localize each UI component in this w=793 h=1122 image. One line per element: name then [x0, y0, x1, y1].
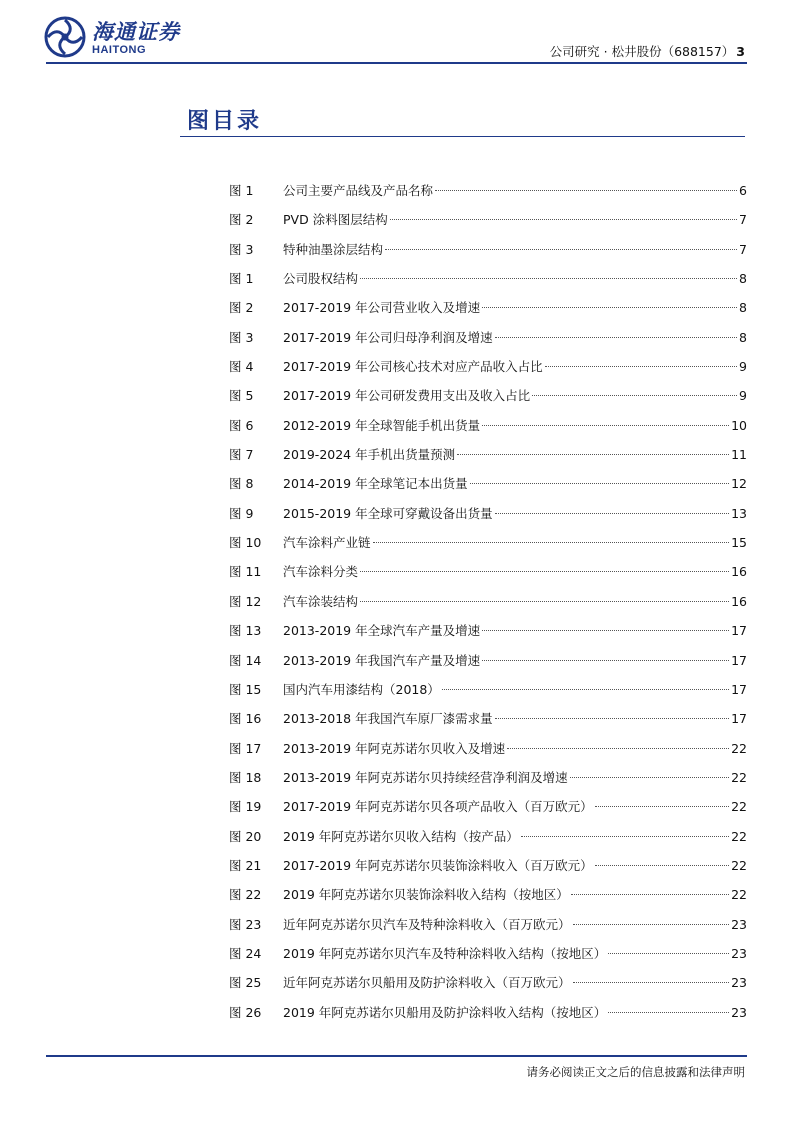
- toc-entry[interactable]: [229, 469, 747, 498]
- figure-caption: 国内汽车用漆结构（2018）: [283, 681, 440, 697]
- figure-caption: 2017-2019 年公司归母净利润及增速: [283, 329, 493, 345]
- figure-number: 图 12: [229, 593, 262, 609]
- figure-caption: 公司股权结构: [283, 271, 359, 287]
- toc-entry[interactable]: [229, 851, 747, 880]
- dot-leader: [521, 836, 729, 837]
- toc-entry[interactable]: [229, 440, 747, 469]
- figure-page: 23: [731, 916, 747, 932]
- toc-entry[interactable]: [229, 646, 747, 675]
- figure-list: [229, 176, 747, 1027]
- figure-number: 图 18: [229, 769, 262, 785]
- figure-number: 图 24: [229, 945, 262, 961]
- dot-leader: [608, 953, 729, 954]
- dot-leader: [482, 425, 729, 426]
- figure-caption: 2015-2019 年全球可穿戴设备出货量: [283, 505, 493, 521]
- figure-page: 22: [731, 828, 747, 844]
- figure-caption: 2019 年阿克苏诺尔贝装饰涂料收入结构（按地区）: [283, 887, 569, 903]
- toc-entry[interactable]: [229, 323, 747, 352]
- toc-entry[interactable]: [229, 998, 747, 1027]
- figure-number: 图 8: [229, 476, 254, 492]
- figure-page: 17: [731, 652, 747, 668]
- figure-page: 23: [731, 1004, 747, 1020]
- figure-caption: 2017-2019 年阿克苏诺尔贝装饰涂料收入（百万欧元）: [283, 857, 593, 873]
- footer-disclaimer: 请务必阅读正文之后的信息披露和法律声明: [526, 1065, 745, 1079]
- toc-entry[interactable]: [229, 381, 747, 410]
- figure-number: 图 4: [229, 359, 254, 375]
- toc-entry[interactable]: [229, 352, 747, 381]
- figure-number: 图 10: [229, 535, 262, 551]
- figure-number: 图 13: [229, 623, 262, 639]
- figure-caption: 2013-2018 年我国汽车原厂漆需求量: [283, 711, 493, 727]
- figure-number: 图 3: [229, 241, 254, 257]
- figure-page: 7: [739, 241, 747, 257]
- page-number: 3: [736, 44, 745, 59]
- figure-page: 9: [739, 359, 747, 375]
- figure-number: 图 20: [229, 828, 262, 844]
- dot-leader: [545, 366, 737, 367]
- toc-entry[interactable]: [229, 205, 747, 234]
- toc-entry[interactable]: [229, 910, 747, 939]
- dot-leader: [571, 894, 729, 895]
- figure-number: 图 1: [229, 271, 254, 287]
- toc-entry[interactable]: [229, 616, 747, 645]
- toc-entry[interactable]: [229, 675, 747, 704]
- toc-entry[interactable]: [229, 792, 747, 821]
- figure-page: 15: [731, 535, 747, 551]
- dot-leader: [595, 865, 729, 866]
- figure-page: 7: [739, 212, 747, 228]
- figure-caption: 近年阿克苏诺尔贝汽车及特种涂料收入（百万欧元）: [283, 916, 571, 932]
- figure-page: 17: [731, 711, 747, 727]
- figure-caption: 2013-2019 年全球汽车产量及增速: [283, 623, 481, 639]
- figure-number: 图 23: [229, 916, 262, 932]
- dot-leader: [482, 630, 729, 631]
- dot-leader: [573, 924, 730, 925]
- figure-page: 22: [731, 857, 747, 873]
- dot-leader: [507, 748, 729, 749]
- dot-leader: [360, 601, 729, 602]
- figure-caption: 2012-2019 年全球智能手机出货量: [283, 417, 481, 433]
- toc-entry[interactable]: [229, 499, 747, 528]
- figure-caption: 2017-2019 年阿克苏诺尔贝各项产品收入（百万欧元）: [283, 799, 593, 815]
- report-header: [550, 42, 745, 60]
- figure-number: 图 6: [229, 417, 254, 433]
- haitong-logo: [44, 16, 184, 60]
- page-title: 图目录: [187, 109, 263, 134]
- toc-entry[interactable]: [229, 264, 747, 293]
- figure-caption: 汽车涂料分类: [283, 564, 359, 580]
- header-divider: [46, 62, 747, 64]
- figure-caption: 汽车涂料产业链: [283, 535, 371, 551]
- toc-entry[interactable]: [229, 293, 747, 322]
- report-label: 公司研究 · 松井股份（688157）: [549, 44, 735, 59]
- figure-page: 22: [731, 887, 747, 903]
- figure-page: 13: [731, 505, 747, 521]
- figure-page: 8: [739, 271, 747, 287]
- figure-number: 图 2: [229, 212, 254, 228]
- figure-page: 8: [739, 329, 747, 345]
- figure-number: 图 3: [229, 329, 254, 345]
- figure-number: 图 14: [229, 652, 262, 668]
- footer-divider: [46, 1055, 747, 1057]
- toc-entry[interactable]: [229, 734, 747, 763]
- toc-entry[interactable]: [229, 763, 747, 792]
- figure-number: 图 15: [229, 681, 262, 697]
- figure-page: 17: [731, 623, 747, 639]
- dot-leader: [482, 660, 729, 661]
- figure-page: 11: [731, 447, 747, 463]
- dot-leader: [495, 718, 729, 719]
- toc-entry[interactable]: [229, 176, 747, 205]
- dot-leader: [442, 689, 729, 690]
- title-divider: [180, 136, 745, 137]
- figure-number: 图 21: [229, 857, 262, 873]
- figure-caption: 2019 年阿克苏诺尔贝船用及防护涂料收入结构（按地区）: [283, 1004, 607, 1020]
- dot-leader: [495, 337, 737, 338]
- figure-number: 图 9: [229, 505, 254, 521]
- figure-number: 图 22: [229, 887, 262, 903]
- dot-leader: [360, 278, 737, 279]
- figure-number: 图 1: [229, 183, 254, 198]
- logo-chinese-name: 海通证券: [92, 19, 180, 44]
- dot-leader: [608, 1012, 729, 1013]
- toc-entry[interactable]: [229, 411, 747, 440]
- figure-caption: 2013-2019 年我国汽车产量及增速: [283, 652, 481, 668]
- dot-leader: [435, 190, 737, 191]
- dot-leader: [573, 982, 730, 983]
- dot-leader: [495, 513, 729, 514]
- figure-page: 22: [731, 740, 747, 756]
- figure-page: 17: [731, 681, 747, 697]
- figure-caption: 近年阿克苏诺尔贝船用及防护涂料收入（百万欧元）: [283, 975, 571, 991]
- toc-entry[interactable]: [229, 235, 747, 264]
- toc-entry[interactable]: [229, 968, 747, 997]
- dot-leader: [595, 806, 729, 807]
- figure-caption: 2017-2019 年公司核心技术对应产品收入占比: [283, 359, 543, 375]
- figure-caption: 公司主要产品线及产品名称: [283, 183, 434, 198]
- toc-entry[interactable]: [229, 880, 747, 909]
- haitong-logo-icon: [44, 16, 86, 58]
- figure-caption: 2017-2019 年公司研发费用支出及收入占比: [283, 388, 531, 404]
- figure-number: 图 2: [229, 300, 254, 316]
- figure-caption: 2014-2019 年全球笔记本出货量: [283, 476, 468, 492]
- figure-number: 图 19: [229, 799, 262, 815]
- figure-caption: 汽车涂装结构: [283, 593, 359, 609]
- figure-page: 6: [739, 183, 747, 198]
- dot-leader: [457, 454, 729, 455]
- figure-caption: 2019-2024 年手机出货量预测: [283, 447, 456, 463]
- dot-leader: [570, 777, 729, 778]
- figure-page: 16: [731, 593, 747, 609]
- figure-number: 图 26: [229, 1004, 262, 1020]
- toc-entry[interactable]: [229, 939, 747, 968]
- figure-caption: 2019 年阿克苏诺尔贝收入结构（按产品）: [283, 828, 519, 844]
- figure-page: 9: [739, 388, 747, 404]
- figure-caption: 2013-2019 年阿克苏诺尔贝持续经营净利润及增速: [283, 769, 568, 785]
- figure-caption: 特种油墨涂层结构: [283, 241, 384, 257]
- figure-number: 图 17: [229, 740, 262, 756]
- toc-entry[interactable]: [229, 704, 747, 733]
- figure-number: 图 7: [229, 447, 254, 463]
- dot-leader: [482, 307, 737, 308]
- figure-number: 图 11: [229, 564, 262, 580]
- toc-entry[interactable]: [229, 822, 747, 851]
- figure-caption: PVD 涂料图层结构: [283, 212, 388, 228]
- dot-leader: [390, 219, 737, 220]
- toc-entry[interactable]: [229, 557, 747, 586]
- dot-leader: [360, 571, 729, 572]
- figure-number: 图 25: [229, 975, 262, 991]
- toc-entry[interactable]: [229, 528, 747, 557]
- figure-page: 16: [731, 564, 747, 580]
- figure-page: 22: [731, 799, 747, 815]
- figure-caption: 2019 年阿克苏诺尔贝汽车及特种涂料收入结构（按地区）: [283, 945, 607, 961]
- figure-number: 图 5: [229, 388, 254, 404]
- figure-page: 8: [739, 300, 747, 316]
- toc-entry[interactable]: [229, 587, 747, 616]
- dot-leader: [470, 483, 729, 484]
- figure-page: 23: [731, 945, 747, 961]
- figure-number: 图 16: [229, 711, 262, 727]
- dot-leader: [385, 249, 737, 250]
- dot-leader: [373, 542, 730, 543]
- figure-page: 10: [731, 417, 747, 433]
- dot-leader: [532, 395, 737, 396]
- figure-page: 22: [731, 769, 747, 785]
- logo-english-name: HAITONG: [92, 44, 147, 56]
- figure-page: 23: [731, 975, 747, 991]
- figure-page: 12: [731, 476, 747, 492]
- figure-caption: 2017-2019 年公司营业收入及增速: [283, 300, 481, 316]
- figure-caption: 2013-2019 年阿克苏诺尔贝收入及增速: [283, 740, 506, 756]
